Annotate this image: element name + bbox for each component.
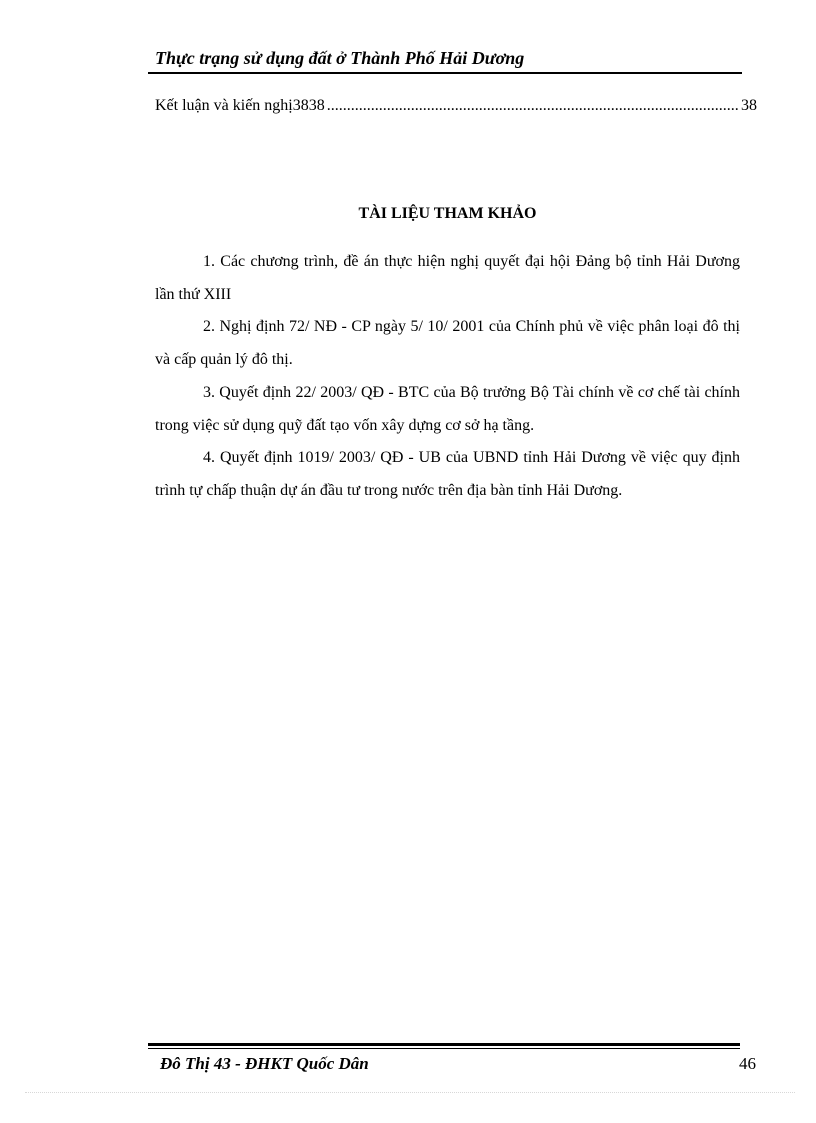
reference-item: 3. Quyết định 22/ 2003/ QĐ - BTC của Bộ trưởng Bộ Tài chính về cơ chế tài chính trong việc sử dụng quỹ đất tạo vốn xây dựng cơ sở hạ tầng. (155, 383, 740, 434)
reference-list (155, 246, 740, 508)
header-rule (148, 72, 742, 74)
section-title: TÀI LIỆU THAM KHẢO (358, 205, 537, 222)
toc-entry-page: 38 (741, 97, 757, 114)
page-bottom-edge (25, 1092, 795, 1094)
footer-rule-thin (148, 1048, 740, 1049)
footer-text: Đô Thị 43 - ĐHKT Quốc Dân (160, 1054, 369, 1073)
reference-item: 2. Nghị định 72/ NĐ - CP ngày 5/ 10/ 2001 của Chính phủ về việc phân loại đô thị và cấp quản lý đô thị. (155, 318, 740, 369)
toc-dot-leader (327, 97, 739, 115)
toc-entry[interactable] (155, 97, 757, 119)
page-number: 46 (739, 1054, 756, 1073)
page-header-title: Thực trạng sử dụng đất ở Thành Phố Hải Dương (155, 48, 525, 68)
footer-rule-thick (148, 1043, 740, 1046)
reference-item: 1. Các chương trình, đề án thực hiện nghị quyết đại hội Đảng bộ tỉnh Hải Dương lần thứ XIII (155, 253, 740, 303)
toc-entry-label: Kết luận và kiến nghị3838 (155, 97, 325, 114)
reference-item: 4. Quyết định 1019/ 2003/ QĐ - UB của UBND tỉnh Hải Dương về việc quy định trình tự chấp thuận dự án đầu tư trong nước trên địa bàn tỉnh Hải Dương. (155, 449, 740, 499)
